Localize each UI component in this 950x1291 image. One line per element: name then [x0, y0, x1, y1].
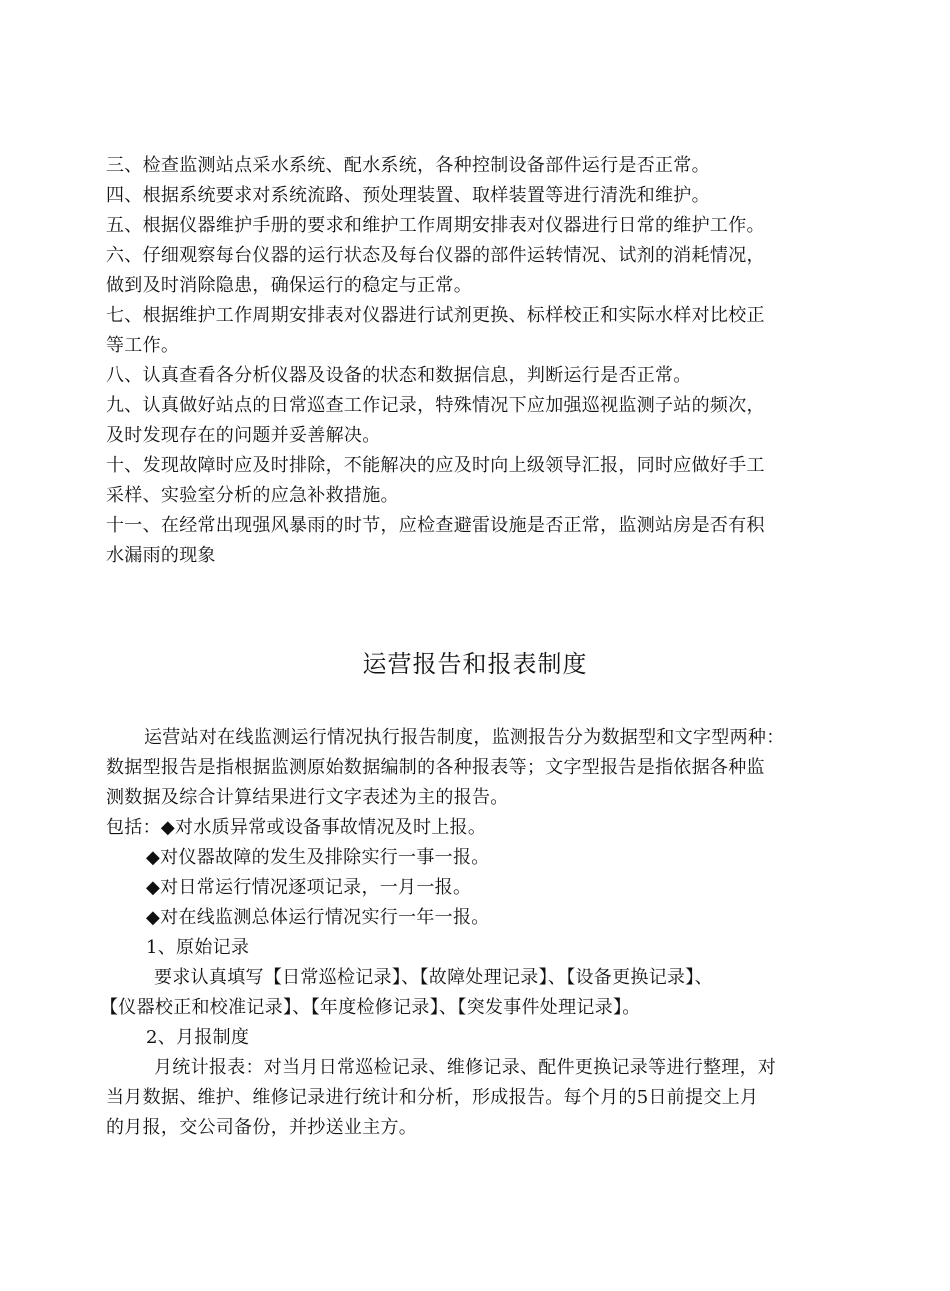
list-item: 十一、在经常出现强风暴雨的时节，应检查避雷设施是否正常，监测站房是否有积 — [106, 515, 765, 536]
list-item: 三、检查监测站点采水系统、配水系统，各种控制设备部件运行是否正常。 — [106, 155, 710, 176]
paragraph-line: 测数据及综合计算结果进行文字表述为主的报告。 — [106, 787, 509, 808]
bullet-item: ◆对日常运行情况逐项记录，一月一报。 — [146, 877, 472, 898]
list-item-continuation: 做到及时消除隐患，确保运行的稳定与正常。 — [106, 275, 472, 296]
paragraph-line: 当月数据、维护、维修记录进行统计和分析，形成报告。每个月的5日前提交上月 — [106, 1087, 759, 1108]
list-item-continuation: 水漏雨的现象 — [106, 545, 216, 566]
list-item-continuation: 及时发现存在的问题并妥善解决。 — [106, 425, 381, 446]
list-item: 五、根据仪器维护手册的要求和维护工作周期安排表对仪器进行日常的维护工作。 — [106, 215, 765, 236]
paragraph-line: 【仪器校正和校准记录】、【年度检修记录】、【突发事件处理记录】。 — [100, 997, 641, 1018]
list-item-continuation: 等工作。 — [106, 335, 180, 356]
bullet-item: ◆对在线监测总体运行情况实行一年一报。 — [146, 907, 490, 928]
bullet-intro: 包括：◆对水质异常或设备事故情况及时上报。 — [106, 817, 487, 838]
list-item: 八、认真查看各分析仪器及设备的状态和数据信息，判断运行是否正常。 — [106, 365, 692, 386]
paragraph-line: 的月报，交公司备份，并抄送业主方。 — [106, 1117, 418, 1138]
list-item-continuation: 采样、实验室分析的应急补救措施。 — [106, 485, 399, 506]
paragraph-line: 要求认真填写【日常巡检记录】、【故障处理记录】、【设备更换记录】、 — [154, 967, 713, 988]
list-item: 九、认真做好站点的日常巡查工作记录，特殊情况下应加强巡视监测子站的频次， — [106, 395, 765, 416]
section-title: 运营报告和报表制度 — [362, 650, 588, 678]
list-item: 十、发现故障时应及时排除，不能解决的应及时向上级领导汇报，同时应做好手工 — [106, 455, 765, 476]
paragraph-line: 月统计报表：对当月日常巡检记录、维修记录、配件更换记录等进行整理，对 — [154, 1057, 777, 1078]
list-item: 六、仔细观察每台仪器的运行状态及每台仪器的部件运转情况、试剂的消耗情况， — [106, 245, 765, 266]
subheading-original-records: 1、原始记录 — [146, 937, 250, 958]
list-item: 四、根据系统要求对系统流路、预处理装置、取样装置等进行清洗和维护。 — [106, 185, 710, 206]
subheading-monthly-report: 2、月报制度 — [146, 1027, 250, 1048]
bullet-item: ◆对仪器故障的发生及排除实行一事一报。 — [146, 847, 490, 868]
paragraph-line: 运营站对在线监测运行情况执行报告制度，监测报告分为数据型和文字型两种： — [144, 727, 785, 748]
paragraph-line: 数据型报告是指根据监测原始数据编制的各种报表等；文字型报告是指依据各种监 — [106, 757, 765, 778]
list-item: 七、根据维护工作周期安排表对仪器进行试剂更换、标样校正和实际水样对比校正 — [106, 305, 765, 326]
